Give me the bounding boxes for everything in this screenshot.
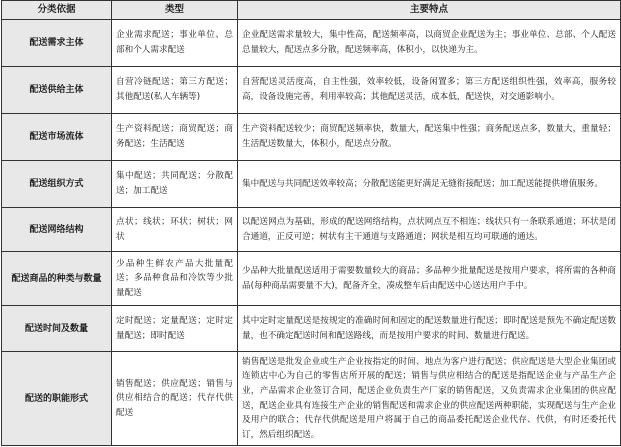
feature-cell: 集中配送与共同配送效率较高；分散配送能更好满足无缝衔接配送；加工配送能提供增值服务。 (238, 161, 621, 208)
basis-cell: 配送市场流体 (2, 114, 112, 161)
basis-cell: 配送组织方式 (2, 161, 112, 208)
table-header-row (2, 1, 621, 20)
feature-cell: 企业配送需求量较大，集中性高，配送频率高，以商贸企业配送为主；事业单位、总部、个人配送总量较大，配送点多分散，配送频率高，体积小，以快递为主。 (238, 20, 621, 67)
table-row (2, 67, 621, 114)
basis-cell: 配送的职能形式 (2, 352, 112, 446)
table-row (2, 114, 621, 161)
feature-cell: 其中定时定量配送是按规定的准确时间和固定的配送数量进行配送；即时配送是预先不确定配送数量，也不确定配送时间和配送路线，而是按用户要求的时间、数量进行配送。 (238, 306, 621, 352)
header-basis: 分类依据 (2, 1, 112, 20)
type-cell: 自营冷链配送；第三方配送；其他配送(私人车辆等) (112, 67, 238, 114)
basis-cell: 配送供给主体 (2, 67, 112, 114)
type-cell: 集中配送；共同配送；分散配送；加工配送 (112, 161, 238, 208)
classification-table (1, 0, 621, 446)
type-cell: 销售配送；供应配送；销售与供应相结合的配送；代存代供配送 (112, 352, 238, 446)
header-type: 类型 (112, 1, 238, 20)
table-row (2, 161, 621, 208)
type-cell: 少品种生鲜农产品大批量配送；多品种食品和冷饮等少批量配送 (112, 252, 238, 306)
basis-cell: 配送网络结构 (2, 208, 112, 252)
feature-cell: 少品种大批量配送适用于需要数量较大的商品；多品种少批量配送是按用户要求，将所需的各种商品(每种商品需要量不大)，配备齐全，凑成整车后由配送中心送达用户手中。 (238, 252, 621, 306)
feature-cell: 销售配送是批发企业或生产企业按指定的时间、地点为客户进行配送；供应配送是大型企业集团或连锁店中心为自己的零售店所开展的配送；销售与供应相结合的配送是指配送企业与产品生产企业，产品需求企业签订合同，配送企业负责生产厂家的销售配送，又负责需求企业集团的供应配送，配送企业具有连接生产企业的销售配送和需求企业的供应配送两种职能，实现配送与生产企业及用户的联合；代存代供配送是用户将属于自己的商品委托配送企业代存、代供，有时还委托代订，然后组织配送。 (238, 352, 621, 446)
basis-cell: 配送时间及数量 (2, 306, 112, 352)
basis-cell: 配送需求主体 (2, 20, 112, 67)
header-feature: 主要特点 (238, 1, 621, 20)
feature-cell: 以配送网点为基础，形成的配送网络结构，点状网点互不相连；线状只有一条联系通道；环状是闭合通道，正反可逆；树状有主干通道与支路通道；网状是相互均可联通的通达。 (238, 208, 621, 252)
table-row (2, 352, 621, 446)
type-cell: 生产资料配送；商贸配送；商务配送；生活配送 (112, 114, 238, 161)
table-row (2, 306, 621, 352)
type-cell: 企业需求配送；事业单位、总部和个人需求配送 (112, 20, 238, 67)
feature-cell: 生产资料配送较少；商贸配送频率快，数量大，配送集中性强；商务配送点多，数量大，重量轻；生活配送数量大，体积小，配送点分散。 (238, 114, 621, 161)
table-row (2, 208, 621, 252)
basis-cell: 配送商品的种类与数量 (2, 252, 112, 306)
type-cell: 定时配送；定量配送；定时定量配送；即时配送 (112, 306, 238, 352)
table-row (2, 252, 621, 306)
table-row (2, 20, 621, 67)
feature-cell: 自营配送灵活度高，自主性强，效率较低，设备闲置多；第三方配送组织性强，效率高，服务较高，设备设施完善，利用率较高；其他配送灵活，成本低，配送快，对交通影响小。 (238, 67, 621, 114)
type-cell: 点状；线状；环状；树状；网状 (112, 208, 238, 252)
